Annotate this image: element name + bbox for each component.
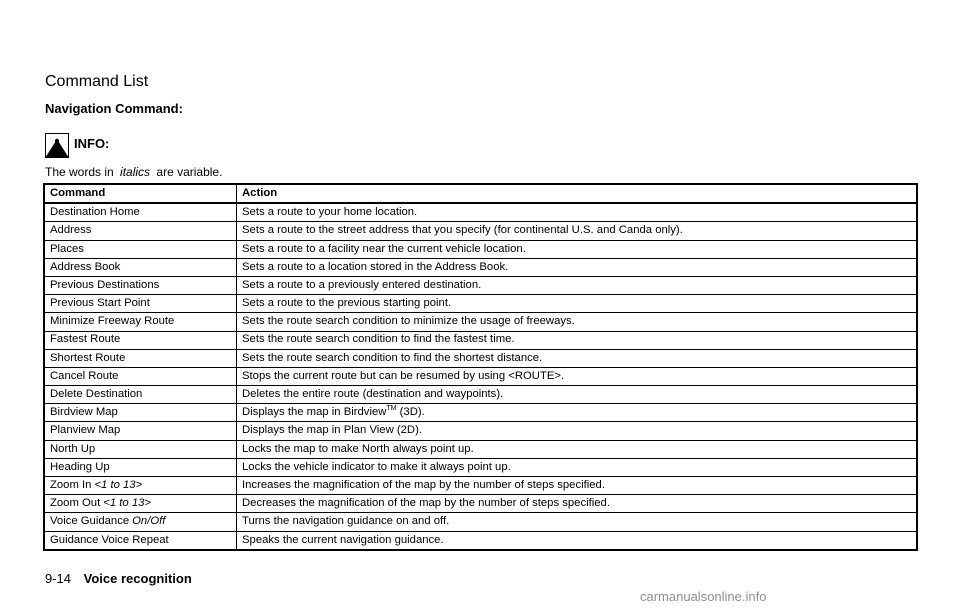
variable-note-italics: italics <box>120 165 151 179</box>
command-cell: Guidance Voice Repeat <box>44 531 237 550</box>
action-cell: Displays the map in Plan View (2D). <box>237 422 918 440</box>
action-cell <box>237 404 918 422</box>
page-number: 9-14 <box>45 571 72 586</box>
table-row <box>44 349 917 367</box>
table-row <box>44 495 917 513</box>
action-cell: Sets the route search condition to find the shortest distance. <box>237 349 918 367</box>
table-row <box>44 513 917 531</box>
page-footer <box>45 571 192 586</box>
command-cell: Planview Map <box>44 422 237 440</box>
command-cell: Cancel Route <box>44 367 237 385</box>
action-cell: Sets a route to your home location. <box>237 203 918 222</box>
action-cell: Sets the route search condition to find the fastest time. <box>237 331 918 349</box>
command-cell: Address Book <box>44 258 237 276</box>
command-cell: Address <box>44 222 237 240</box>
action-cell: Speaks the current navigation guidance. <box>242 533 444 546</box>
command-text: Zoom Out <box>50 497 101 510</box>
command-cell: Delete Destination <box>44 386 237 404</box>
variable-note-prefix: The words in <box>45 165 114 179</box>
table-row <box>44 531 917 550</box>
table-row <box>44 331 917 349</box>
command-cell: Heading Up <box>44 458 237 476</box>
table-row <box>44 404 917 422</box>
action-cell: Sets a route to a location stored in the Address Book. <box>237 258 918 276</box>
variable-note <box>45 165 222 179</box>
command-cell <box>44 513 237 531</box>
action-cell: Decreases the magnification of the map by the number of steps specified. <box>237 495 918 513</box>
command-variable-text: <1 to 13> <box>103 497 151 510</box>
table-row <box>44 258 917 276</box>
action-text: Displays the map in Birdview <box>242 406 387 419</box>
table-row <box>44 203 917 222</box>
trademark-superscript: TM <box>386 405 397 413</box>
command-cell: Destination Home <box>44 203 237 222</box>
action-cell: Locks the map to make North always point up. <box>237 440 918 458</box>
command-cell <box>44 477 237 495</box>
table-row <box>44 313 917 331</box>
action-cell: Sets a route to the previous starting point. <box>237 295 918 313</box>
command-cell: Previous Destinations <box>44 276 237 294</box>
action-cell: Sets the route search condition to minimize the usage of freeways. <box>237 313 918 331</box>
navigation-command-heading: Navigation Command: <box>45 101 183 116</box>
command-variable-text: <1 to 13> <box>94 478 143 491</box>
table-row <box>44 386 917 404</box>
command-column-header: Command <box>44 184 237 203</box>
table-row <box>44 240 917 258</box>
variable-note-suffix: are variable. <box>156 165 223 179</box>
command-table-body <box>44 203 917 550</box>
action-cell: Deletes the entire route (destination and waypoints). <box>237 386 918 404</box>
command-cell: Places <box>44 240 237 258</box>
command-cell: North Up <box>44 440 237 458</box>
table-row <box>44 458 917 476</box>
command-cell: Minimize Freeway Route <box>44 313 237 331</box>
command-variable-text: On/Off <box>132 515 166 528</box>
command-cell: Shortest Route <box>44 349 237 367</box>
section-title: Command List <box>45 73 149 90</box>
table-row <box>44 440 917 458</box>
table-row <box>44 367 917 385</box>
action-cell: Increases the magnification of the map by the number of steps specified. <box>237 477 918 495</box>
command-text: Zoom In <box>50 478 92 491</box>
watermark-text: carmanualsonline.info <box>640 589 767 604</box>
command-text: Voice Guidance <box>50 515 130 528</box>
command-cell: Previous Start Point <box>44 295 237 313</box>
command-cell: Fastest Route <box>44 331 237 349</box>
info-block <box>45 135 109 161</box>
action-cell: Turns the navigation guidance on and off. <box>237 513 918 531</box>
command-cell: Birdview Map <box>44 404 237 422</box>
table-row <box>44 422 917 440</box>
action-cell: Sets a route to the street address that you specify (for continental U.S. and Canda only). <box>237 222 918 240</box>
action-cell: Sets a route to a facility near the current vehicle location. <box>237 240 918 258</box>
action-cell: Stops the current route but can be resumed by using <ROUTE>. <box>237 367 918 385</box>
footer-section-title: Voice recognition <box>83 571 192 586</box>
table-row <box>44 295 917 313</box>
info-icon <box>45 133 69 158</box>
action-column-header: Action <box>237 184 918 203</box>
info-label: INFO: <box>74 136 110 151</box>
table-row <box>44 222 917 240</box>
command-table-header-row <box>44 184 917 203</box>
table-row <box>44 276 917 294</box>
table-row <box>44 477 917 495</box>
action-cell: Locks the vehicle indicator to make it always point up. <box>237 458 918 476</box>
command-table-head <box>44 184 917 203</box>
action-cell: Sets a route to a previously entered destination. <box>237 276 918 294</box>
action-text: (3D). <box>399 406 425 419</box>
command-cell <box>44 495 237 513</box>
command-table <box>43 183 918 551</box>
